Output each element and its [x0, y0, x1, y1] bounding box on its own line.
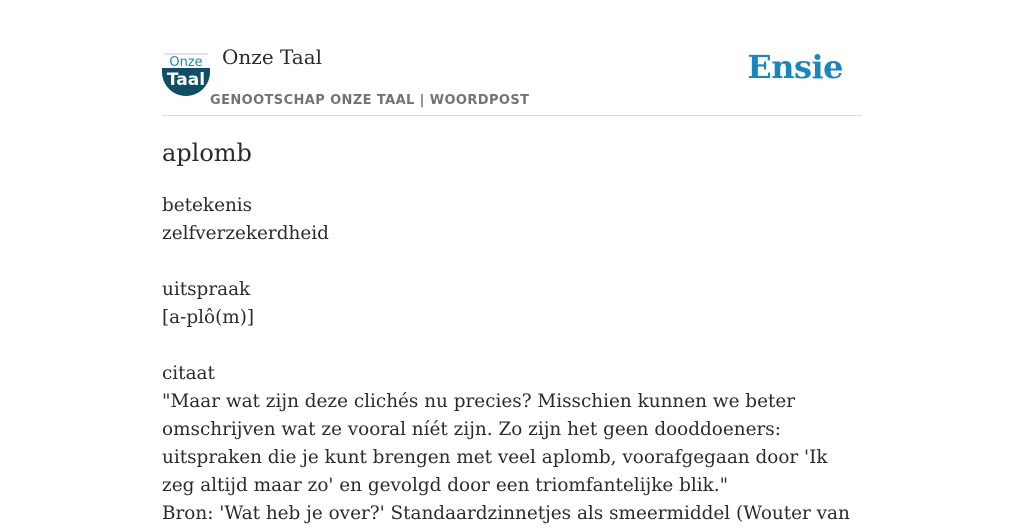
section-uitspraak	[162, 276, 862, 332]
site-title[interactable]: Onze Taal	[222, 45, 323, 69]
section-value: [a-plô(m)]	[162, 307, 255, 328]
entry-title: aplomb	[162, 139, 252, 167]
section-label: citaat	[162, 363, 215, 384]
quote-source: Bron: 'Wat heb je over?' Standaardzinnetjes als smeermiddel (Wouter van	[162, 503, 850, 524]
logo-top-text: Onze	[169, 55, 203, 70]
site-subtitle: GENOOTSCHAP ONZE TAAL | WOORDPOST	[210, 93, 530, 108]
page	[162, 0, 862, 524]
section-label: betekenis	[162, 195, 253, 216]
ensie-brand-link[interactable]: Ensie	[747, 48, 843, 86]
entry-content	[162, 192, 862, 528]
header	[162, 0, 862, 116]
onze-taal-logo[interactable]	[162, 50, 210, 96]
quote-text: "Maar wat zijn deze clichés nu precies? Misschien kunnen we beter omschrijven wat ze vooral níét zijn. Zo zijn het geen dooddoeners: uitspraken die je kunt brengen met veel aplomb, voorafgegaan door 'Ik zeg altijd maar zo' en gevolgd door een triomfantelijke blik."	[162, 391, 828, 496]
section-value: zelfverzekerdheid	[162, 223, 329, 244]
section-betekenis	[162, 192, 862, 248]
section-label: uitspraak	[162, 279, 251, 300]
section-citaat	[162, 360, 862, 528]
logo-bottom-text: Taal	[166, 70, 206, 90]
